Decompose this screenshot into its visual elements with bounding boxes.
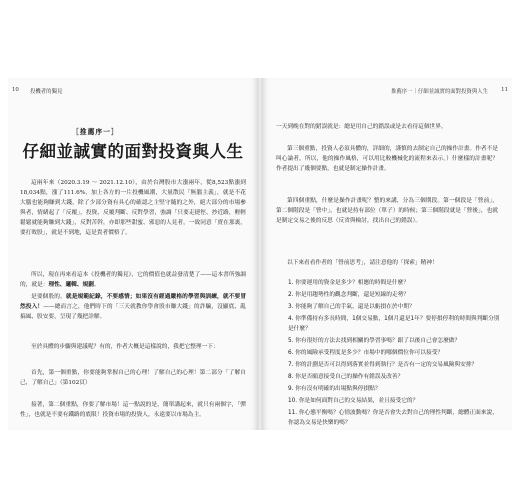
left-paragraph-1 [20,178,246,268]
left-paragraph-4 [20,342,246,362]
question-item: 7. 你的計劃是否可以得到落實並得到執行？是否有一定的交易風險與安排？ [288,362,478,368]
left-running-header: 投機者的獨見 [30,89,63,95]
chapter-title: 仔細並誠實的面對投資與人生 [22,142,244,161]
right-running-header: 推薦序一｜仔細並誠實的面對投資與人生 [390,89,488,95]
question-item: 6. 你的風險承受程度是多少？市場中的哪個價位你可以接受？ [288,350,444,356]
text-segment: 接著，第二個重點，你要了解市場！這一點說的是，簡單講起來，就只有兩個字，「彈性」，也就是不要有鐵路的底限！投資市場的投資人，永遠要以市場為主。 [20,402,246,418]
right-page-number: 11 [501,87,508,93]
question-item: 9. 你有沒有明確的出場點與停損點？ [288,386,381,392]
book-spread [8,78,512,430]
right-paragraph-1: 一天到晚在對的錯誤就是：總是用自己的錯誤或是去看待這個世界。 [276,124,447,130]
right-paragraph-2: 第三個重點，投資人必須具體的，詳細的，謹慎的去制定自己的操作計畫。作者不是叫心論者，所以，他的操作風格，可以用比較機械化的流程來表示。）什麼樣的計畫呢？作者提出了幾個要點，也就是制定操作計畫。 [276,146,498,172]
question-item: 2. 你是用趨勢性的觀念判斷，還是短線的走勢？ [288,292,409,298]
question-item: 11. 你心態平衡嗎？心情波動嗎？你是否會失去對自己的理性判斷，總體正面來說，你認為交易是快樂的嗎？ [288,410,498,426]
question-item: 5. 你有很好的方法去找到相關的學習事嗎？跟了以後自己會怎麼做？ [288,338,461,344]
left-paragraph-2 [20,270,246,290]
left-paragraph-6 [20,400,246,430]
pre-trade-question-list [276,278,500,430]
text-segment: 。 [93,282,100,288]
question-item: 3. 你能夠了解自己的手氣，還是以虧損在於中期？ [288,304,415,310]
question-item: 1. 你要運用的資金是多少？相應的時間是什麼？ [288,280,409,286]
right-page [262,78,512,430]
text-segment: 所以，現在再來看這本《投機者的獨見》，它的價值也就益發清楚了——這本書所強調的，就是： [20,272,246,288]
bold-text-segment: 理性、邏輯、規劃 [48,282,94,288]
right-paragraph-3: 第四個重點，什麼是操作計畫呢？整的來講，分為三個期段。第一個段是「營前」，第二個階段是「營中」，也就是持有部位（單子）的時候；第三個階段就是「營後」，也就是制定交易之後的反思（反省與檢討，找出自己的錯誤）。 [276,198,498,224]
right-paragraph-4: 以下來看看作者的「營前思考」，請注意他的「探索」精神！ [287,260,438,266]
left-paragraph-5 [20,368,246,398]
question-item: 10. 你是如何面對自己的交易結果，並且接受它的？ [288,398,419,404]
text-segment: 至於具體的步驟與建議呢？有的，作者大概是這樣說的，我把它整理一下： [31,344,219,350]
text-segment: 這兩年來（2020.3.19 ～ 2021.12.10），由於台灣股市大漲兩年，從8,523點漲到18,034點，漲了111.6%，加上各方的一片投機風潮，大量散民「無腦主義」，就是不花大腦也能夠賺到大錢，除了少部分資有具心的確認之主堅守隨的之外，絕大部分的市場參與者，情緒起了「反覆」，投資、反覆判斷、反對學習，強調「只要走捷徑、抄近路，輕輕鬆鬆就能夠賺到大錢」，反對苦幹，亦即那些甜蜜、邪惡的人見者，一致同意「賣在那裏，要打敗股」，就是不到地，這是貴者價格了。 [20,180,246,236]
left-page-number: 10 [12,87,19,93]
question-item: 8. 你是否願意接受自己的操作有錯誤及改善？ [288,374,404,380]
text-segment: 首先，第一個重點，你要能夠掌握自己的心理！了解自己的心理！第二部分「了解自己，了解自己」（第102頁） [20,370,246,386]
left-paragraph-3 [20,292,246,332]
bold-text-segment: 就是規範紀錄，不要感情；如果沒有經過嚴格的學習與訓練，就不要冒然投入！ [20,294,246,310]
left-page [8,78,258,430]
section-label: ［推薦序一］ [72,128,119,136]
text-segment: ——總而言之，他們時下的「三天就教你學會股市賺大錢」的詐騙，沒顯底、亂搞風、股安要，呈現了幾把詮解。 [20,304,246,320]
question-item: 4. 你準備持有多長時間，1個交易點，1個月還是1年？要停損停利的時間與判斷分別是什麼？ [288,316,500,332]
text-segment: 是要個股的。 [31,294,66,300]
